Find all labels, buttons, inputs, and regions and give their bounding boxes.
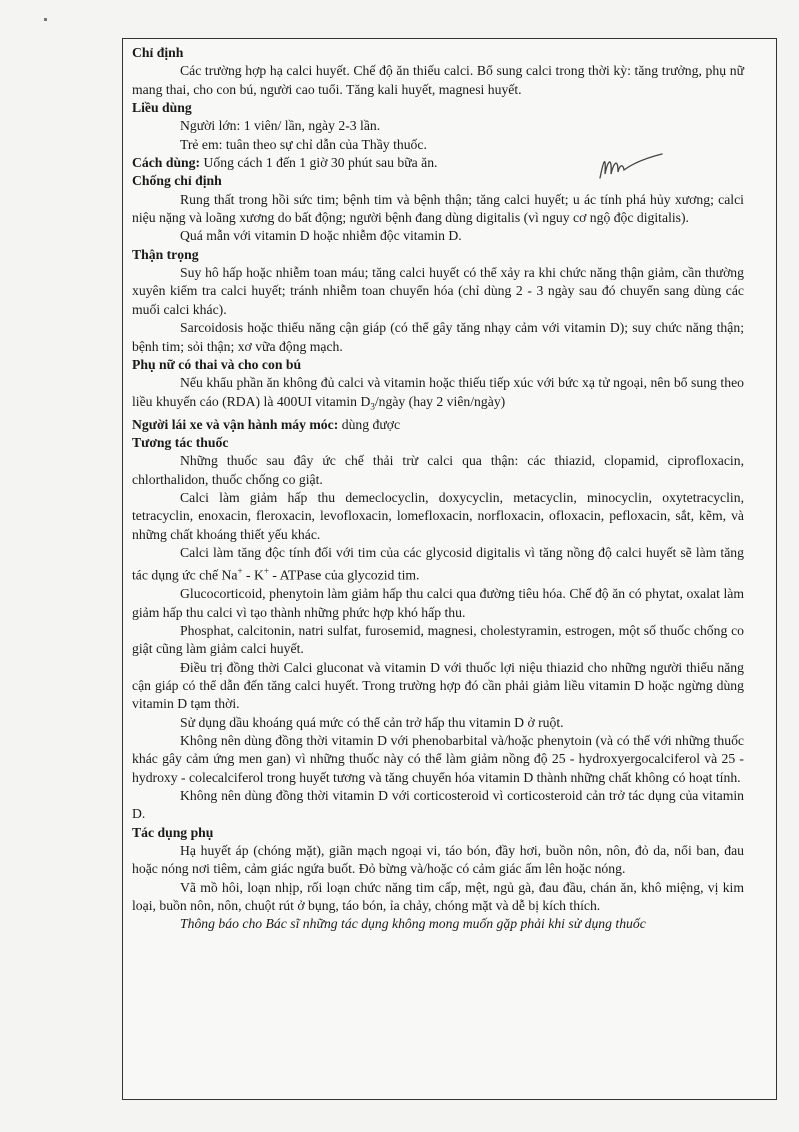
cach-dung-label: Cách dùng: [132,155,201,171]
text-run: /ngày (hay 2 viên/ngày) [374,393,506,409]
heading-than-trong: Thận trọng [132,246,199,262]
text-run: - K [242,567,264,583]
lai-xe-line [132,416,744,434]
document-body [132,44,744,934]
paragraph: Không nên dùng đồng thời vitamin D với phenobarbital và/hoặc phenytoin (và có thể với những thuốc khác gây cảm ứng men gan) vì những thuốc này có thể làm giảm nồng độ 25 - hydroxyergocalciferol và 25 - hydroxy - colecalciferol trong huyết tương và tăng chuyển hóa vitamin D thành những chất không có hoạt tính. [132,733,744,785]
lai-xe-text: dùng được [338,416,401,432]
lai-xe-label: Người lái xe và vận hành máy móc: [132,416,339,432]
heading-phu-nu: Phụ nữ có thai và cho con bú [132,356,302,372]
text-run: Calci làm tăng độc tính đối với tim của các glycosid digitalis vì tăng nồng độ calci huyết sẽ làm tăng tác dụng ức chế Na [132,545,744,583]
superscript: + [263,566,269,577]
superscript: + [237,566,243,577]
doctor-notice: Thông báo cho Bác sĩ những tác dụng không mong muốn gặp phải khi sử dụng thuốc [180,916,646,932]
text-run: Nếu khẩu phần ăn không đủ calci và vitamin hoặc thiếu tiếp xúc với bức xạ tử ngoại, nên bổ sung theo liều khuyến cáo (RDA) là 400UI vitamin D [132,375,744,409]
heading-tuong-tac: Tương tác thuốc [132,434,229,450]
paragraph: Những thuốc sau đây ức chế thải trừ calci qua thận: các thiazid, clopamid, ciprofloxacin, chlorthalidon, thuốc chống co giật. [132,453,744,487]
paragraph: Sarcoidosis hoặc thiểu năng cận giáp (có thể gây tăng nhạy cảm với vitamin D); suy chức năng thận; bệnh tim; sỏi thận; xơ vữa động mạch. [132,320,744,354]
paragraph: Điều trị đồng thời Calci gluconat và vitamin D với thuốc lợi niệu thiazid cho những người thiểu năng cận giáp có thể dẫn đến tăng calci huyết. Trong trường hợp đó cần phải giảm liều vitamin D hoặc ngừng dùng vitamin D tạm thời. [132,659,744,712]
paragraph: Quá mẫn với vitamin D hoặc nhiễm độc vitamin D. [180,228,462,244]
heading-chi-dinh: Chỉ định [132,45,184,60]
paragraph: Calci làm giảm hấp thu demeclocyclin, doxycyclin, metacyclin, minocyclin, oxytetracyclin, tetracyclin, enoxacin, fleroxacin, levofloxacin, lomefloxacin, norfloxacin, ofloxacin, pefloxacin, sắt, kẽm, và những chất khoáng thiết yếu khác. [132,489,744,542]
cach-dung-text: Uống cách 1 đến 1 giờ 30 phút sau bữa ăn. [200,155,438,171]
heading-lieu-dung: Liều dùng [132,100,192,116]
heading-chong-chi-dinh: Chống chỉ định [132,173,222,189]
text-run: - ATPase của glycozid tim. [268,567,420,583]
paragraph: Các trường hợp hạ calci huyết. Chế độ ăn thiếu calci. Bổ sung calci trong thời kỳ: tăng trưởng, phụ nữ mang thai, cho con bú, người cao tuổi. Tăng kali huyết, magnesi huyết. [132,63,744,97]
paragraph: Sử dụng dầu khoáng quá mức có thể cản trở hấp thu vitamin D ở ruột. [180,714,564,730]
scan-speck [44,18,47,21]
paragraph [132,374,744,415]
paragraph: Suy hô hấp hoặc nhiễm toan máu; tăng calci huyết có thể xảy ra khi chức năng thận giảm, cần thường xuyên kiểm tra calci huyết; tránh nhiễm toan chuyển hóa (chỉ dùng 2 - 3 ngày sau đó chuyển sang dùng các muối calci khác). [132,265,744,317]
heading-tac-dung-phu: Tác dụng phụ [132,824,214,840]
paragraph: Rung thất trong hồi sức tim; bệnh tim và bệnh thận; tăng calci huyết; u ác tính phá hủy xương; calci niệu nặng và loãng xương do bất động; người bệnh đang dùng digitalis (vì nguy cơ ngộ độc digitalis). [132,191,744,226]
paragraph: Người lớn: 1 viên/ lần, ngày 2-3 lần. [180,118,381,134]
subscript: 3 [370,401,375,412]
paragraph: Hạ huyết áp (chóng mặt), giãn mạch ngoại vi, táo bón, đầy hơi, buồn nôn, nôn, đỏ da, nổi ban, đau hoặc nóng nơi tiêm, cảm giác ngứa buốt. Đỏ bừng và/hoặc có cảm giác ấm lên hoặc nóng. [132,843,744,877]
paragraph [132,544,744,585]
paragraph: Trẻ em: tuân theo sự chỉ dẫn của Thầy thuốc. [180,136,427,152]
cach-dung-line [132,154,744,172]
paragraph: Không nên dùng đồng thời vitamin D với corticosteroid vì corticosteroid cản trở tác dụng của vitamin D. [132,788,744,822]
paragraph: Vã mồ hôi, loạn nhịp, rối loạn chức năng tim cấp, mệt, ngủ gà, đau đầu, chán ăn, khô miệng, vị kim loại, buồn nôn, nôn, chuột rút ở bụng, táo bón, ỉa chảy, chóng mặt và dễ bị kích thích. [132,879,744,914]
paragraph: Phosphat, calcitonin, natri sulfat, furosemid, magnesi, cholestyramin, estrogen, một số thuốc chống co giật cũng làm giảm calci huyết. [132,622,744,657]
paragraph: Glucocorticoid, phenytoin làm giảm hấp thu calci qua đường tiêu hóa. Chế độ ăn có phytat, oxalat làm giảm hấp thu calci vì tạo thành những phức hợp khó hấp thu. [132,586,744,620]
